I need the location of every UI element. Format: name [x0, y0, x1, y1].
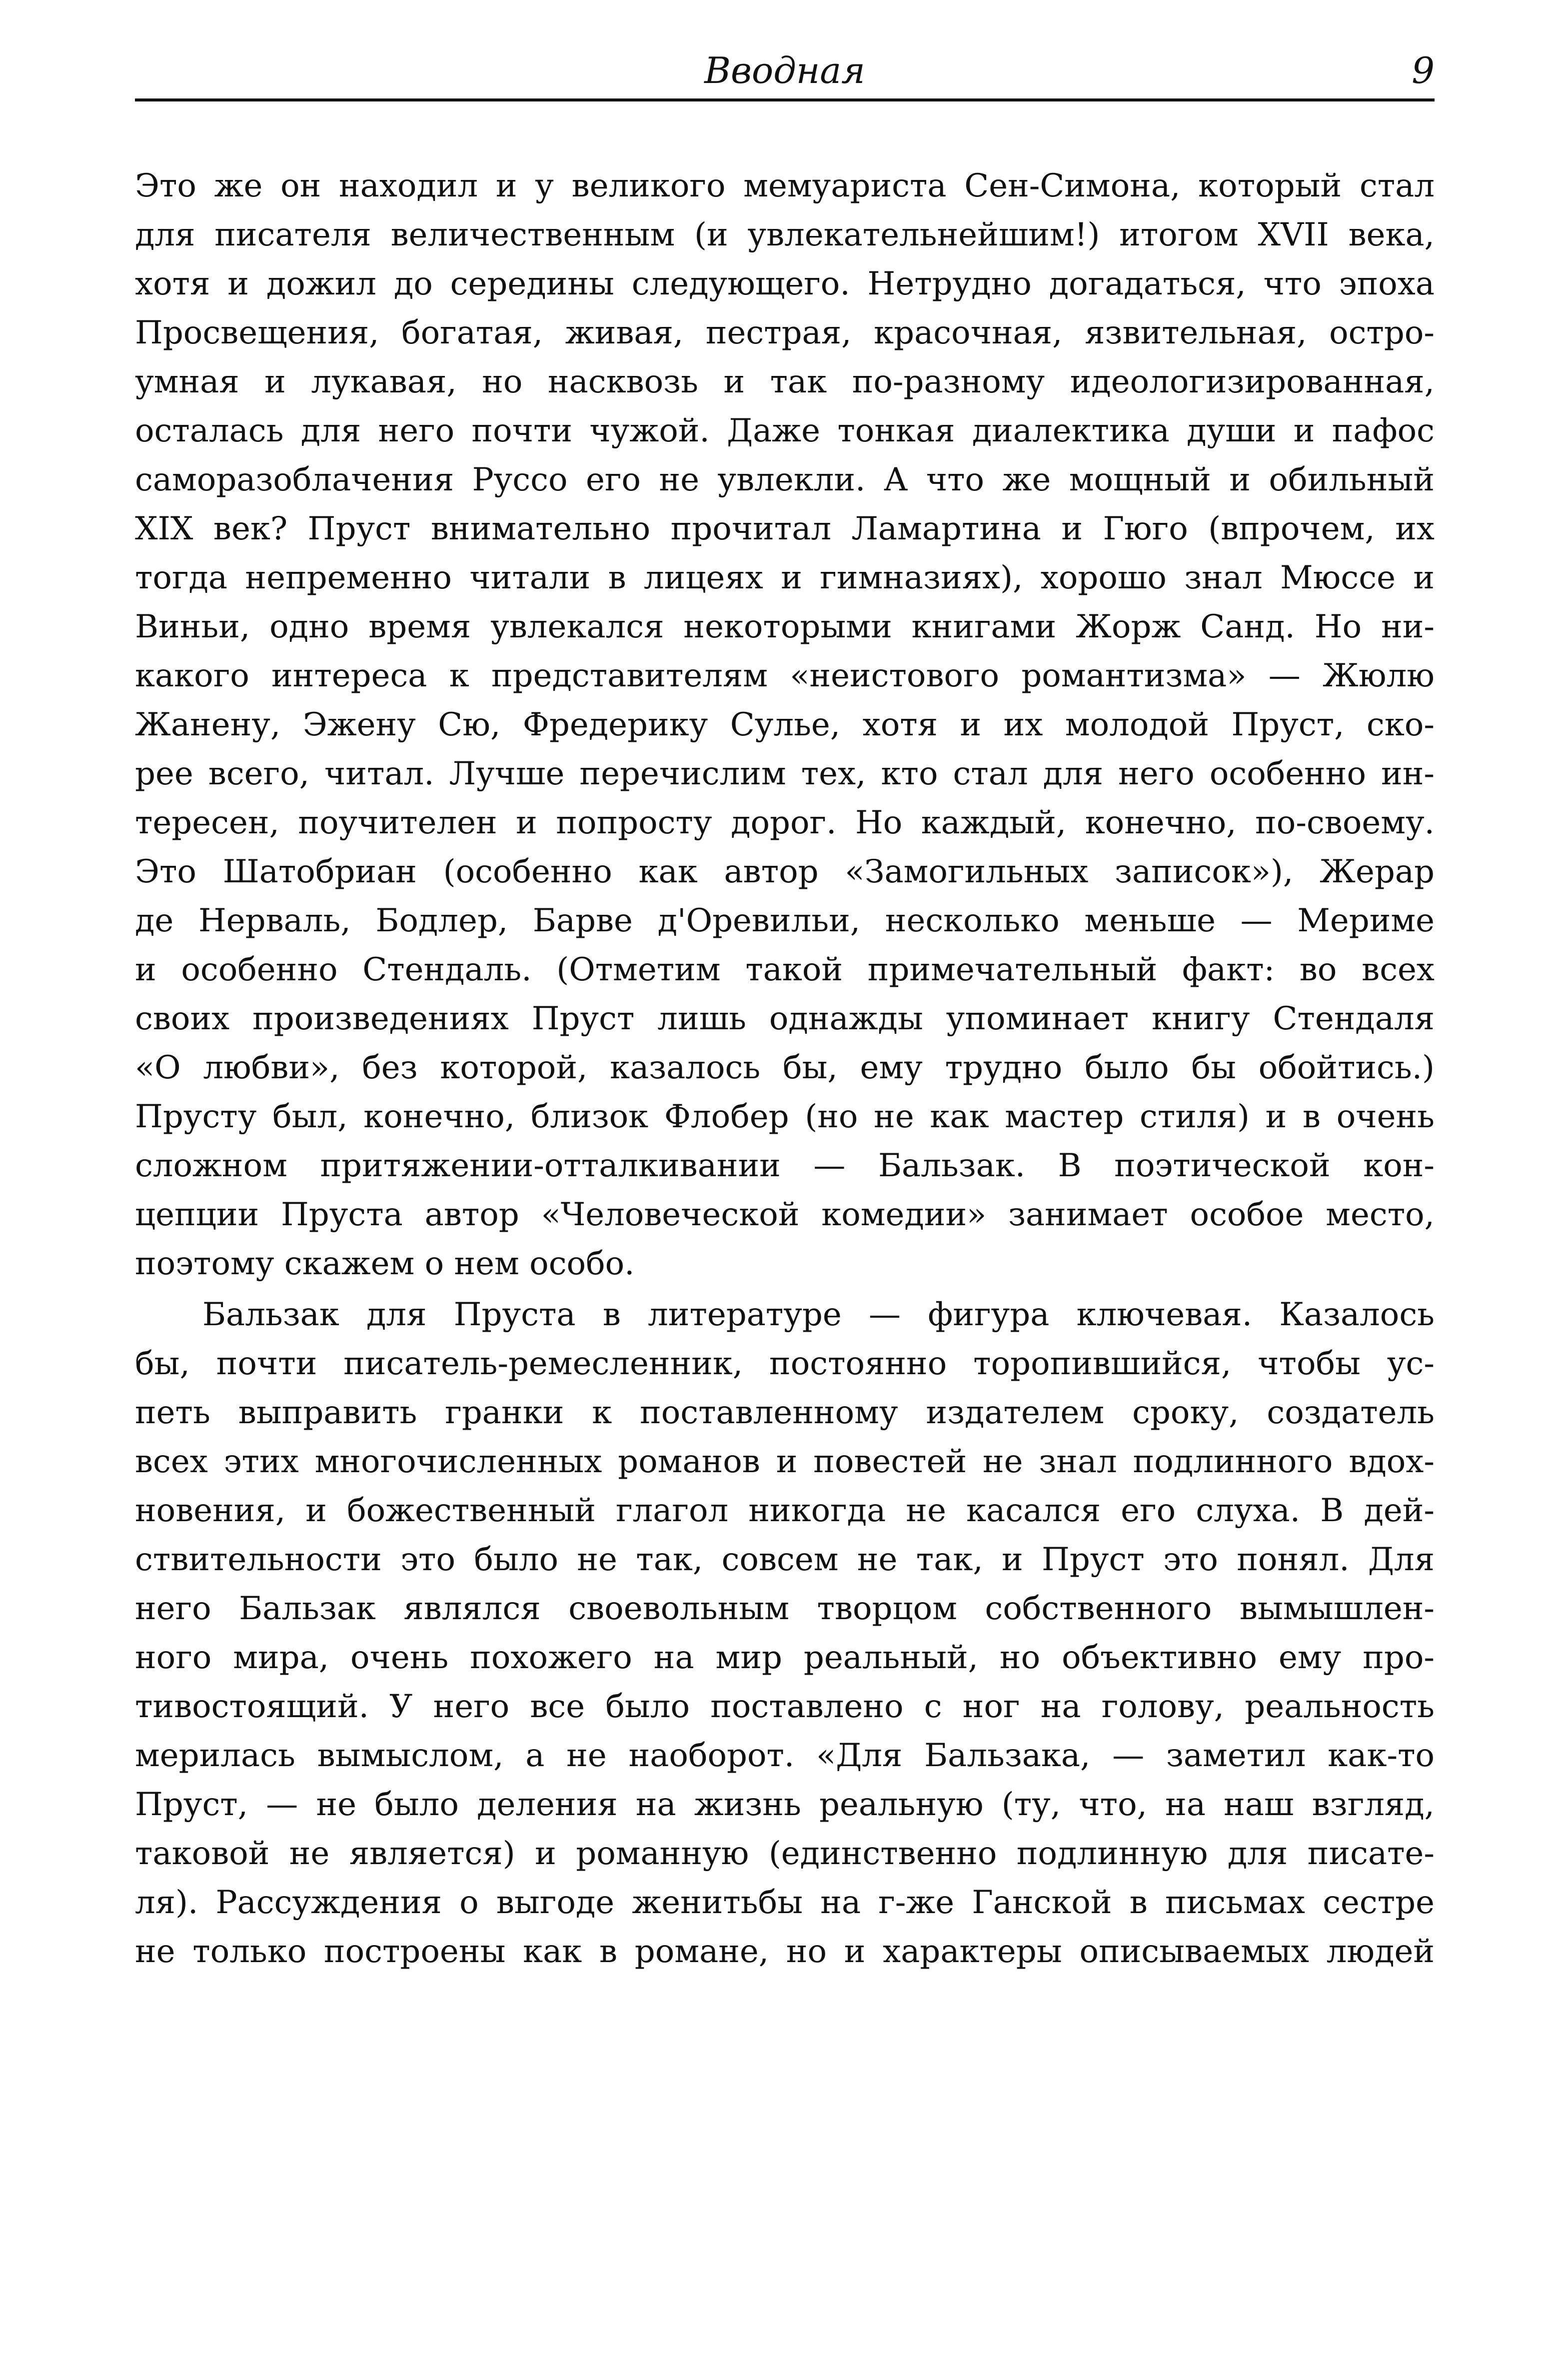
text-line: сложном притяжении-отталкивании — Бальзак. В поэтической кон-: [135, 1147, 1435, 1184]
text-line: хотя и дожил до середины следующего. Нетрудно догадаться, что эпоха: [135, 265, 1435, 302]
text-line: умная и лукавая, но насквозь и так по-разному идеологизированная,: [135, 363, 1435, 400]
text-line: Пруст, — не было деления на жизнь реальную (ту, что, на наш взгляд,: [135, 1786, 1435, 1823]
text-line: цепции Пруста автор «Человеческой комедии» занимает особое место,: [135, 1196, 1435, 1233]
text-line: Бальзак для Пруста в литературе — фигура ключевая. Казалось: [202, 1296, 1435, 1333]
text-line: ля). Рассуждения о выгоде женитьбы на г-же Ганской в письмах сестре: [135, 1884, 1435, 1921]
text-line: «О любви», без которой, казалось бы, ему трудно было бы обойтись.): [135, 1049, 1435, 1086]
text-line: Просвещения, богатая, живая, пестрая, красочная, язвительная, остро-: [135, 314, 1435, 351]
text-line: тогда непременно читали в лицеях и гимназиях), хорошо знал Мюссе и: [135, 559, 1435, 596]
text-line: Виньи, одно время увлекался некоторыми книгами Жорж Санд. Но ни-: [135, 608, 1435, 645]
book-page: [135, 42, 1435, 2322]
text-line: рее всего, читал. Лучше перечислим тех, кто стал для него особенно ин-: [135, 755, 1435, 792]
text-line: Это Шатобриан (особенно как автор «Замогильных записок»), Жерар: [135, 853, 1435, 890]
text-line: осталась для него почти чужой. Даже тонкая диалектика души и пафос: [135, 412, 1435, 449]
text-line: Это же он находил и у великого мемуариста Сен-Симона, который стал: [135, 167, 1435, 204]
text-line: какого интереса к представителям «неистового романтизма» — Жюлю: [135, 657, 1435, 694]
text-line: ного мира, очень похожего на мир реальный, но объективно ему про-: [135, 1639, 1435, 1676]
text-line: бы, почти писатель-ремесленник, постоянно торопившийся, чтобы ус-: [135, 1345, 1435, 1382]
text-line: петь выправить гранки к поставленному издателем сроку, создатель: [135, 1394, 1435, 1431]
text-line: всех этих многочисленных романов и повестей не знал подлинного вдох-: [135, 1443, 1435, 1480]
text-line: XIX век? Пруст внимательно прочитал Ламартина и Гюго (впрочем, их: [135, 510, 1435, 547]
text-line: Жанену, Эжену Сю, Фредерику Сулье, хотя и их молодой Пруст, ско-: [135, 706, 1435, 743]
body-text: [135, 161, 1435, 1976]
text-line: де Нерваль, Бодлер, Барве д'Оревильи, несколько меньше — Мериме: [135, 902, 1435, 939]
text-line: не только построены как в романе, но и характеры описываемых людей: [135, 1933, 1435, 1970]
text-line: тивостоящий. У него все было поставлено с ног на голову, реальность: [135, 1688, 1435, 1725]
text-line: для писателя величественным (и увлекательнейшим!) итогом XVII века,: [135, 216, 1435, 253]
text-line: своих произведениях Пруст лишь однажды упоминает книгу Стендаля: [135, 1000, 1435, 1037]
text-line: тересен, поучителен и попросту дорог. Но каждый, конечно, по-своему.: [135, 804, 1435, 841]
text-line: и особенно Стендаль. (Отметим такой примечательный факт: во всех: [135, 951, 1435, 988]
text-line: мерилась вымыслом, а не наоборот. «Для Бальзака, — заметил как-то: [135, 1737, 1435, 1774]
text-line: Прусту был, конечно, близок Флобер (но не как мастер стиля) и в очень: [135, 1098, 1435, 1135]
text-line: таковой не является) и романную (единственно подлинную для писате-: [135, 1835, 1435, 1872]
text-line: него Бальзак являлся своевольным творцом собственного вымышлен-: [135, 1590, 1435, 1627]
text-line: саморазоблачения Руссо его не увлекли. А что же мощный и обильный: [135, 461, 1435, 498]
paragraph: [135, 161, 1435, 1288]
running-title: Вводная: [704, 49, 865, 91]
text-line: поэтому скажем о нем особо.: [135, 1245, 635, 1282]
running-head: [135, 42, 1435, 101]
text-line: ствительности это было не так, совсем не так, и Пруст это понял. Для: [135, 1541, 1435, 1578]
text-line: новения, и божественный глагол никогда не касался его слуха. В дей-: [135, 1492, 1435, 1529]
paragraph: [135, 1290, 1435, 1976]
page-number: 9: [1412, 49, 1435, 91]
